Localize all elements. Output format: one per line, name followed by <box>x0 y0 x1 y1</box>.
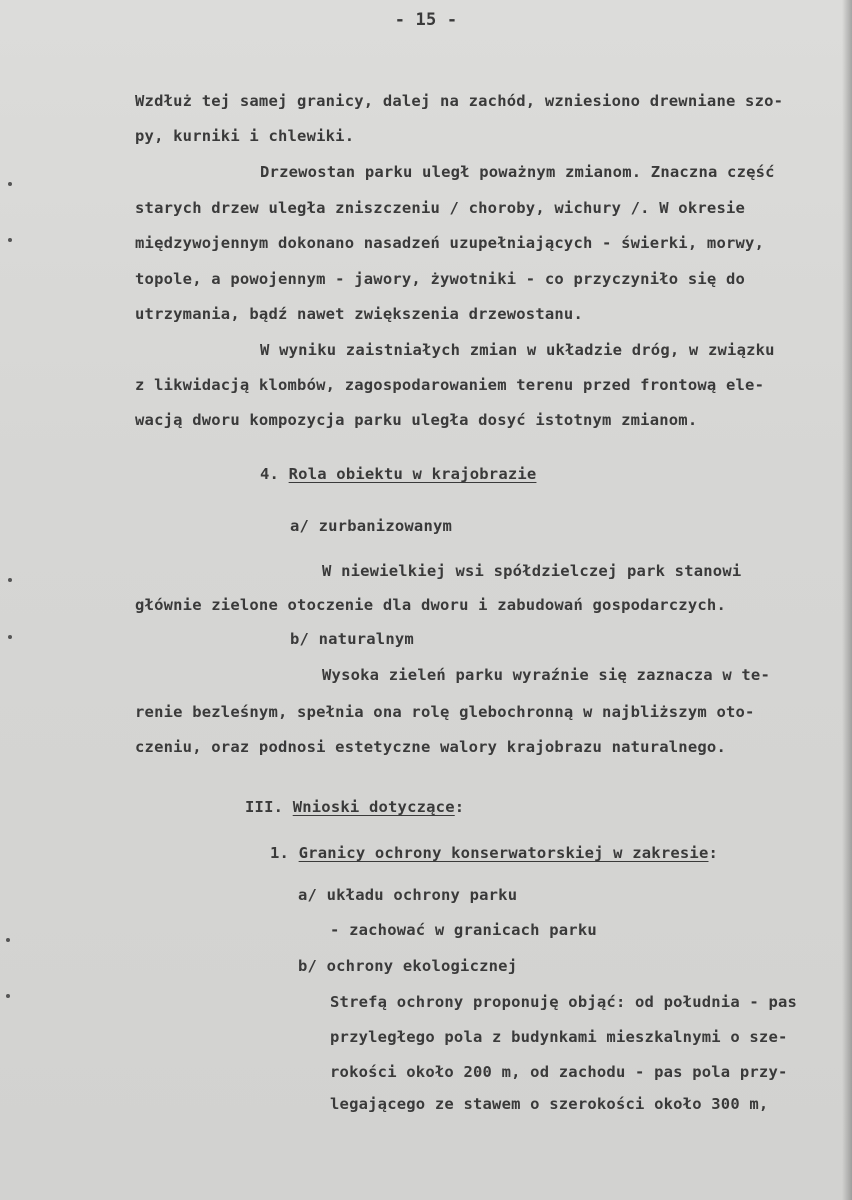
text-line: wacją dworu kompozycja parku uległa dosyć istotnym zmianom. <box>135 411 698 429</box>
section-heading-iii <box>245 798 464 816</box>
subsection-label-b: b/ naturalnym <box>290 630 414 648</box>
list-item-a: a/ układu ochrony parku <box>298 886 518 904</box>
text-line: renie bezleśnym, spełnia ona rolę glebochronną w najbliższym oto- <box>135 703 755 721</box>
margin-speck <box>6 938 10 942</box>
text-line: Strefą ochrony proponuję objąć: od południa - pas <box>330 993 798 1011</box>
subsection-label-a: a/ zurbanizowanym <box>290 517 453 535</box>
heading-colon: : <box>454 798 465 816</box>
heading-number: III. <box>245 798 284 816</box>
list-item-b: b/ ochrony ekologicznej <box>298 957 518 975</box>
margin-speck <box>6 994 10 998</box>
text-line: - zachować w granicach parku <box>330 921 597 939</box>
text-line: przyległego pola z budynkami mieszkalnymi o sze- <box>330 1028 788 1046</box>
text-line: z likwidacją klombów, zagospodarowaniem terenu przed frontową ele- <box>135 376 765 394</box>
text-line: utrzymania, bądź nawet zwiększenia drzewostanu. <box>135 305 583 323</box>
page-number: - 15 - <box>394 10 458 30</box>
text-line: Wysoka zieleń parku wyraźnie się zaznacza w te- <box>322 666 770 684</box>
text-line: topole, a powojennym - jawory, żywotniki - co przyczyniło się do <box>135 270 746 288</box>
page-edge-shadow <box>842 0 852 1200</box>
section-heading-1 <box>270 844 718 862</box>
text-line: rokości około 200 m, od zachodu - pas pola przy- <box>330 1063 788 1081</box>
text-line: głównie zielone otoczenie dla dworu i zabudowań gospodarczych. <box>135 596 726 614</box>
text-line: legającego ze stawem o szerokości około 300 m, <box>330 1095 769 1113</box>
heading-number: 4. <box>260 465 280 483</box>
margin-speck <box>8 635 12 639</box>
heading-colon: : <box>708 844 719 862</box>
text-line: W niewielkiej wsi spółdzielczej park stanowi <box>322 562 742 580</box>
text-line: Wzdłuż tej samej granicy, dalej na zachód, wzniesiono drewniane szo- <box>135 92 784 110</box>
section-heading-4 <box>260 465 536 483</box>
heading-title: Granicy ochrony konserwatorskiej w zakresie <box>298 844 709 862</box>
text-line: starych drzew uległa zniszczeniu / choroby, wichury /. W okresie <box>135 199 746 217</box>
margin-speck <box>8 182 12 186</box>
text-line: py, kurniki i chlewiki. <box>135 127 355 145</box>
text-line: W wyniku zaistniałych zmian w układzie dróg, w związku <box>260 341 775 359</box>
heading-title: Wnioski dotyczące <box>292 798 455 816</box>
text-line: czeniu, oraz podnosi estetyczne walory krajobrazu naturalnego. <box>135 738 726 756</box>
margin-speck <box>8 238 12 242</box>
margin-speck <box>8 578 12 582</box>
heading-title: Rola obiektu w krajobrazie <box>288 465 537 483</box>
text-line: międzywojennym dokonano nasadzeń uzupełniających - świerki, morwy, <box>135 234 765 252</box>
text-line: Drzewostan parku uległ poważnym zmianom. Znaczna część <box>260 163 775 181</box>
heading-number: 1. <box>270 844 290 862</box>
